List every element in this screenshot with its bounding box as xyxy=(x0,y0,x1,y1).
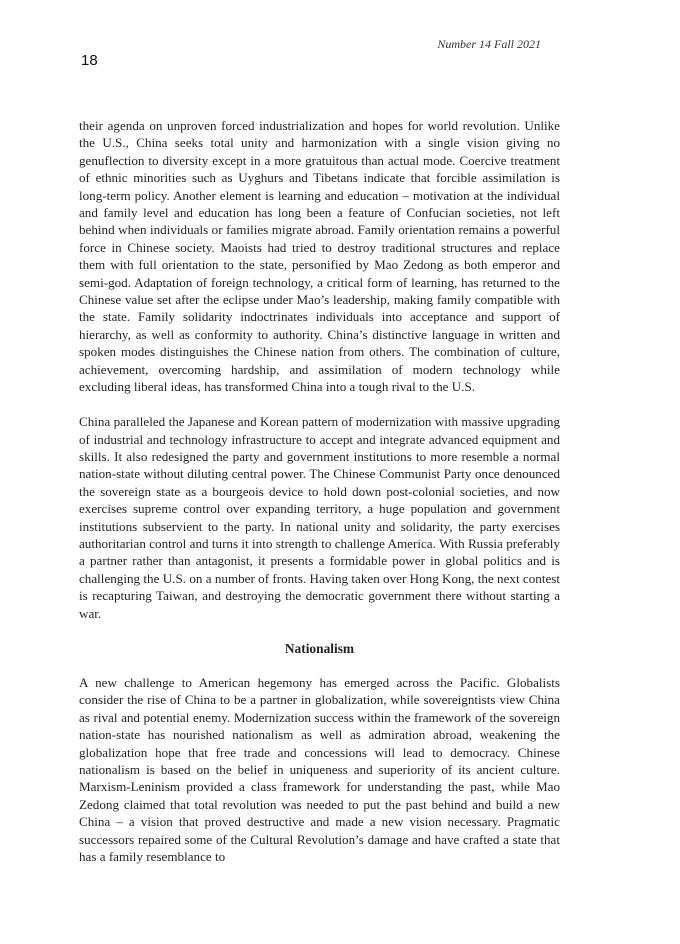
body-paragraph: A new challenge to American hegemony has emerged across the Pacific. Globalists consider the rise of China to be a partner in globalization, while sovereigntists view China as rival and potential enemy. Modernization success within the framework of the sovereign nation-state has nourished nationalism as well as admiration abroad, weakening the globalization hope that free trade and concessions will lead to democracy. Chinese nationalism is based on the belief in uniqueness and superiority of its ancient culture. Marxism-Leninism provided a class framework for understanding the past, while Mao Zedong claimed that total revolution was needed to put the past behind and build a new China – a vision that proved destructive and made a new vision necessary. Pragmatic successors repaired some of the Cultural Revolution’s damage and have crafted a state that has a family resemblance to xyxy=(79,674,560,865)
body-paragraph: China paralleled the Japanese and Korean pattern of modernization with massive upgrading of industrial and technology infrastructure to accept and integrate advanced equipment and skills. It also redesigned the party and government institutions to more resemble a normal nation-state without diluting central power. The Chinese Communist Party once denounced the sovereign state as a bourgeois device to hold down post-colonial societies, and now exercises supreme control over expanding territory, a huge population and government institutions subservient to the party. In national unity and solidarity, the party exercises authoritarian control and turns it into strength to challenge America. With Russia preferably a partner rather than antagonist, it presents a formidable power in global politics and is challenging the U.S. on a number of fronts. Having taken over Hong Kong, the next contest is recapturing Taiwan, and destroying the democratic government there without starting a war. xyxy=(79,414,560,621)
article-body xyxy=(79,117,560,865)
page-number: 18 xyxy=(81,52,98,69)
running-head: Number 14 Fall 2021 xyxy=(437,37,541,51)
body-paragraph: their agenda on unproven forced industrialization and hopes for world revolution. Unlike the U.S., China seeks total unity and harmonization with a single vision giving no genuflection to diversity except in a more gratuitous than actual mode. Coercive treatment of ethnic minorities such as Uyghurs and Tibetans indicate that forcible assimilation is long-term policy. Another element is learning and education – motivation at the individual and family level and education has long been a feature of Confucian societies, not left behind when individuals or families migrate abroad. Family orientation remains a powerful force in Chinese society. Maoists had tried to destroy traditional structures and replace them with full orientation to the state, personified by Mao Zedong as both emperor and semi-god. Adaptation of foreign technology, a critical form of learning, has returned to the Chinese value set after the eclipse under Mao’s leadership, making family compatible with the state. Family solidarity indoctrinates individuals into acceptance and support of hierarchy, as well as conformity to authority. China’s distinctive language in written and spoken modes distinguishes the Chinese nation from others. The combination of culture, achievement, overcoming hardship, and assimilation of modern technology while excluding liberal ideas, has transformed China into a tough rival to the U.S. xyxy=(79,118,560,395)
section-heading: Nationalism xyxy=(284,640,355,656)
